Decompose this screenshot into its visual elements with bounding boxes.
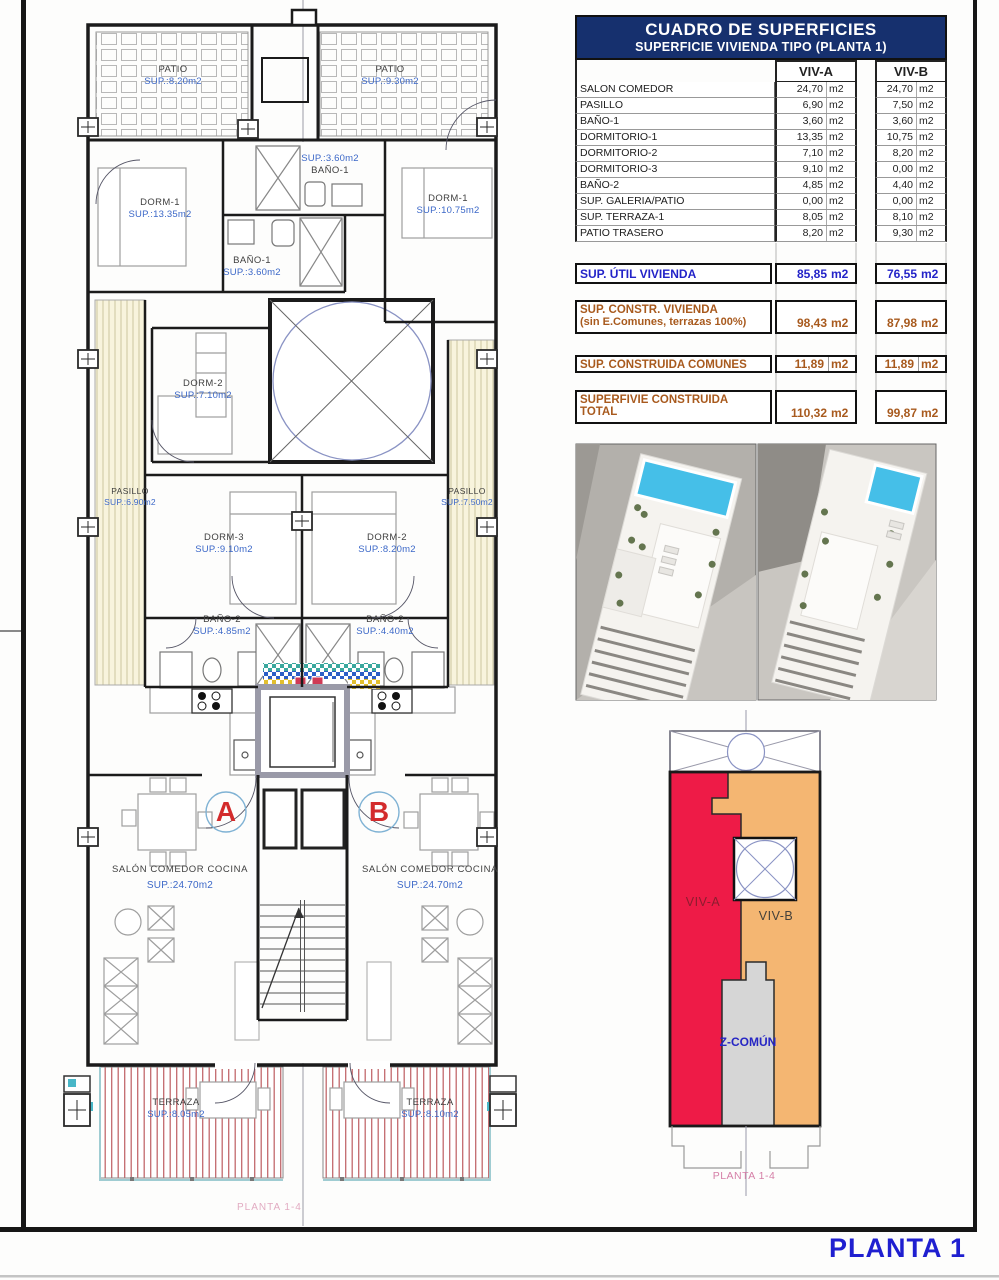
- table-row: DORMITORIO-3 9,10 m2 0,00 m2: [575, 162, 947, 178]
- table-row: PASILLO 6,90 m2 7,50 m2: [575, 98, 947, 114]
- summary-label-comunes: SUP. CONSTRUIDA COMUNES: [575, 355, 772, 373]
- room-label-pasillo-a: PASILLO SUP.:6.90m2: [104, 486, 156, 508]
- table-row: PATIO TRASERO 8,20 m2 9,30 m2: [575, 226, 947, 242]
- column-header-viv-a: VIV-A: [775, 60, 857, 83]
- floor-plan-linework: [64, 10, 516, 1181]
- render-panels: [576, 444, 936, 720]
- summary-label-constr: SUP. CONSTR. VIVIENDA (sin E.Comunes, terrazas 100%): [575, 300, 772, 334]
- lightwell: [270, 300, 433, 462]
- room-label-bano1-a: BAÑO-1 SUP.:3.60m2: [223, 255, 281, 279]
- hall-closets: [264, 790, 344, 848]
- summary-label-total: SUPERFIVIE CONSTRUIDA TOTAL: [575, 390, 772, 424]
- room-label-dorm3-a: DORM-3 SUP.:9.10m2: [195, 532, 253, 556]
- table-row: SUP. TERRAZA-1 8,05 m2 8,10 m2: [575, 210, 947, 226]
- furniture: [98, 146, 494, 1044]
- table-row: DORMITORIO-2 7,10 m2 8,20 m2: [575, 146, 947, 162]
- table-row: SALON COMEDOR 24,70 m2 24,70 m2: [575, 82, 947, 98]
- summary-value-total-a: 110,32 m2: [775, 390, 857, 424]
- unit-a-letter: A: [215, 796, 237, 827]
- plan-faded-caption: PLANTA 1-4: [237, 1202, 302, 1213]
- surface-table-title: [575, 15, 947, 60]
- unit-b-letter: B: [368, 796, 390, 827]
- room-label-terraza-b: TERRAZA SUP.:8.10m2: [401, 1097, 459, 1121]
- summary-value-comunes-b: 11,89 m2: [875, 355, 947, 373]
- table-row: BAÑO-2 4,85 m2 4,40 m2: [575, 178, 947, 194]
- table-row: DORMITORIO-1 13,35 m2 10,75 m2: [575, 130, 947, 146]
- unit-color-diagram: [670, 710, 820, 1196]
- diagram-caption: PLANTA 1-4: [712, 1170, 776, 1182]
- summary-value-comunes-a: 11,89 m2: [775, 355, 857, 373]
- room-label-dorm1-b: DORM-1 SUP.:10.75m2: [416, 193, 480, 217]
- summary-value-util-a: 85,85 m2: [775, 263, 857, 284]
- room-label-patio-a: PATIO SUP.:8.20m2: [144, 64, 202, 88]
- diagram-label-viv-b: VIV-B: [758, 909, 794, 923]
- room-label-bano1-top: SUP.:3.60m2 BAÑO-1: [301, 153, 359, 177]
- table-column-header-row: [575, 60, 947, 82]
- elevator: [258, 687, 347, 775]
- room-label-salon-b: SALÓN COMEDOR COCINA SUP.:24.70m2: [361, 864, 499, 892]
- diagram-label-viv-a: VIV-A: [685, 895, 721, 909]
- summary-label-util: SUP. ÚTIL VIVIENDA: [575, 263, 772, 284]
- room-label-dorm2-a: DORM-2 SUP.:7.10m2: [174, 378, 232, 402]
- terrace-decking: [64, 1067, 516, 1181]
- room-label-terraza-a: TERRAZA SUP.:8.05m2: [147, 1097, 205, 1121]
- room-label-patio-b: PATIO SUP.:9.30m2: [361, 64, 419, 88]
- room-label-pasillo-b: PASILLO SUP.:7.50m2: [441, 486, 493, 508]
- summary-value-constr-a: 98,43 m2: [775, 300, 857, 334]
- table-title: CUADRO DE SUPERFICIES: [645, 20, 877, 39]
- stairs: [260, 900, 345, 1012]
- room-label-dorm1-a: DORM-1 SUP.:13.35m2: [128, 197, 192, 221]
- diagram-label-common: Z-COMÚN: [719, 1035, 777, 1049]
- table-subtitle: SUPERFICIE VIVIENDA TIPO (PLANTA 1): [635, 40, 887, 54]
- summary-value-constr-b: 87,98 m2: [875, 300, 947, 334]
- room-label-bano2-b: BAÑO-2 SUP.:4.40m2: [356, 614, 414, 638]
- table-row: BAÑO-1 3,60 m2 3,60 m2: [575, 114, 947, 130]
- sheet-title: PLANTA 1: [828, 1233, 966, 1263]
- column-header-viv-b: VIV-B: [875, 60, 947, 83]
- room-label-bano2-a: BAÑO-2 SUP.:4.85m2: [193, 614, 251, 638]
- room-label-salon-a: SALÓN COMEDOR COCINA SUP.:24.70m2: [111, 864, 249, 892]
- table-row: SUP. GALERIA/PATIO 0,00 m2 0,00 m2: [575, 194, 947, 210]
- surface-table: [575, 15, 947, 427]
- summary-value-util-b: 76,55 m2: [875, 263, 947, 284]
- room-label-dorm2-b: DORM-2 SUP.:8.20m2: [358, 532, 416, 556]
- summary-value-total-b: 99,87 m2: [875, 390, 947, 424]
